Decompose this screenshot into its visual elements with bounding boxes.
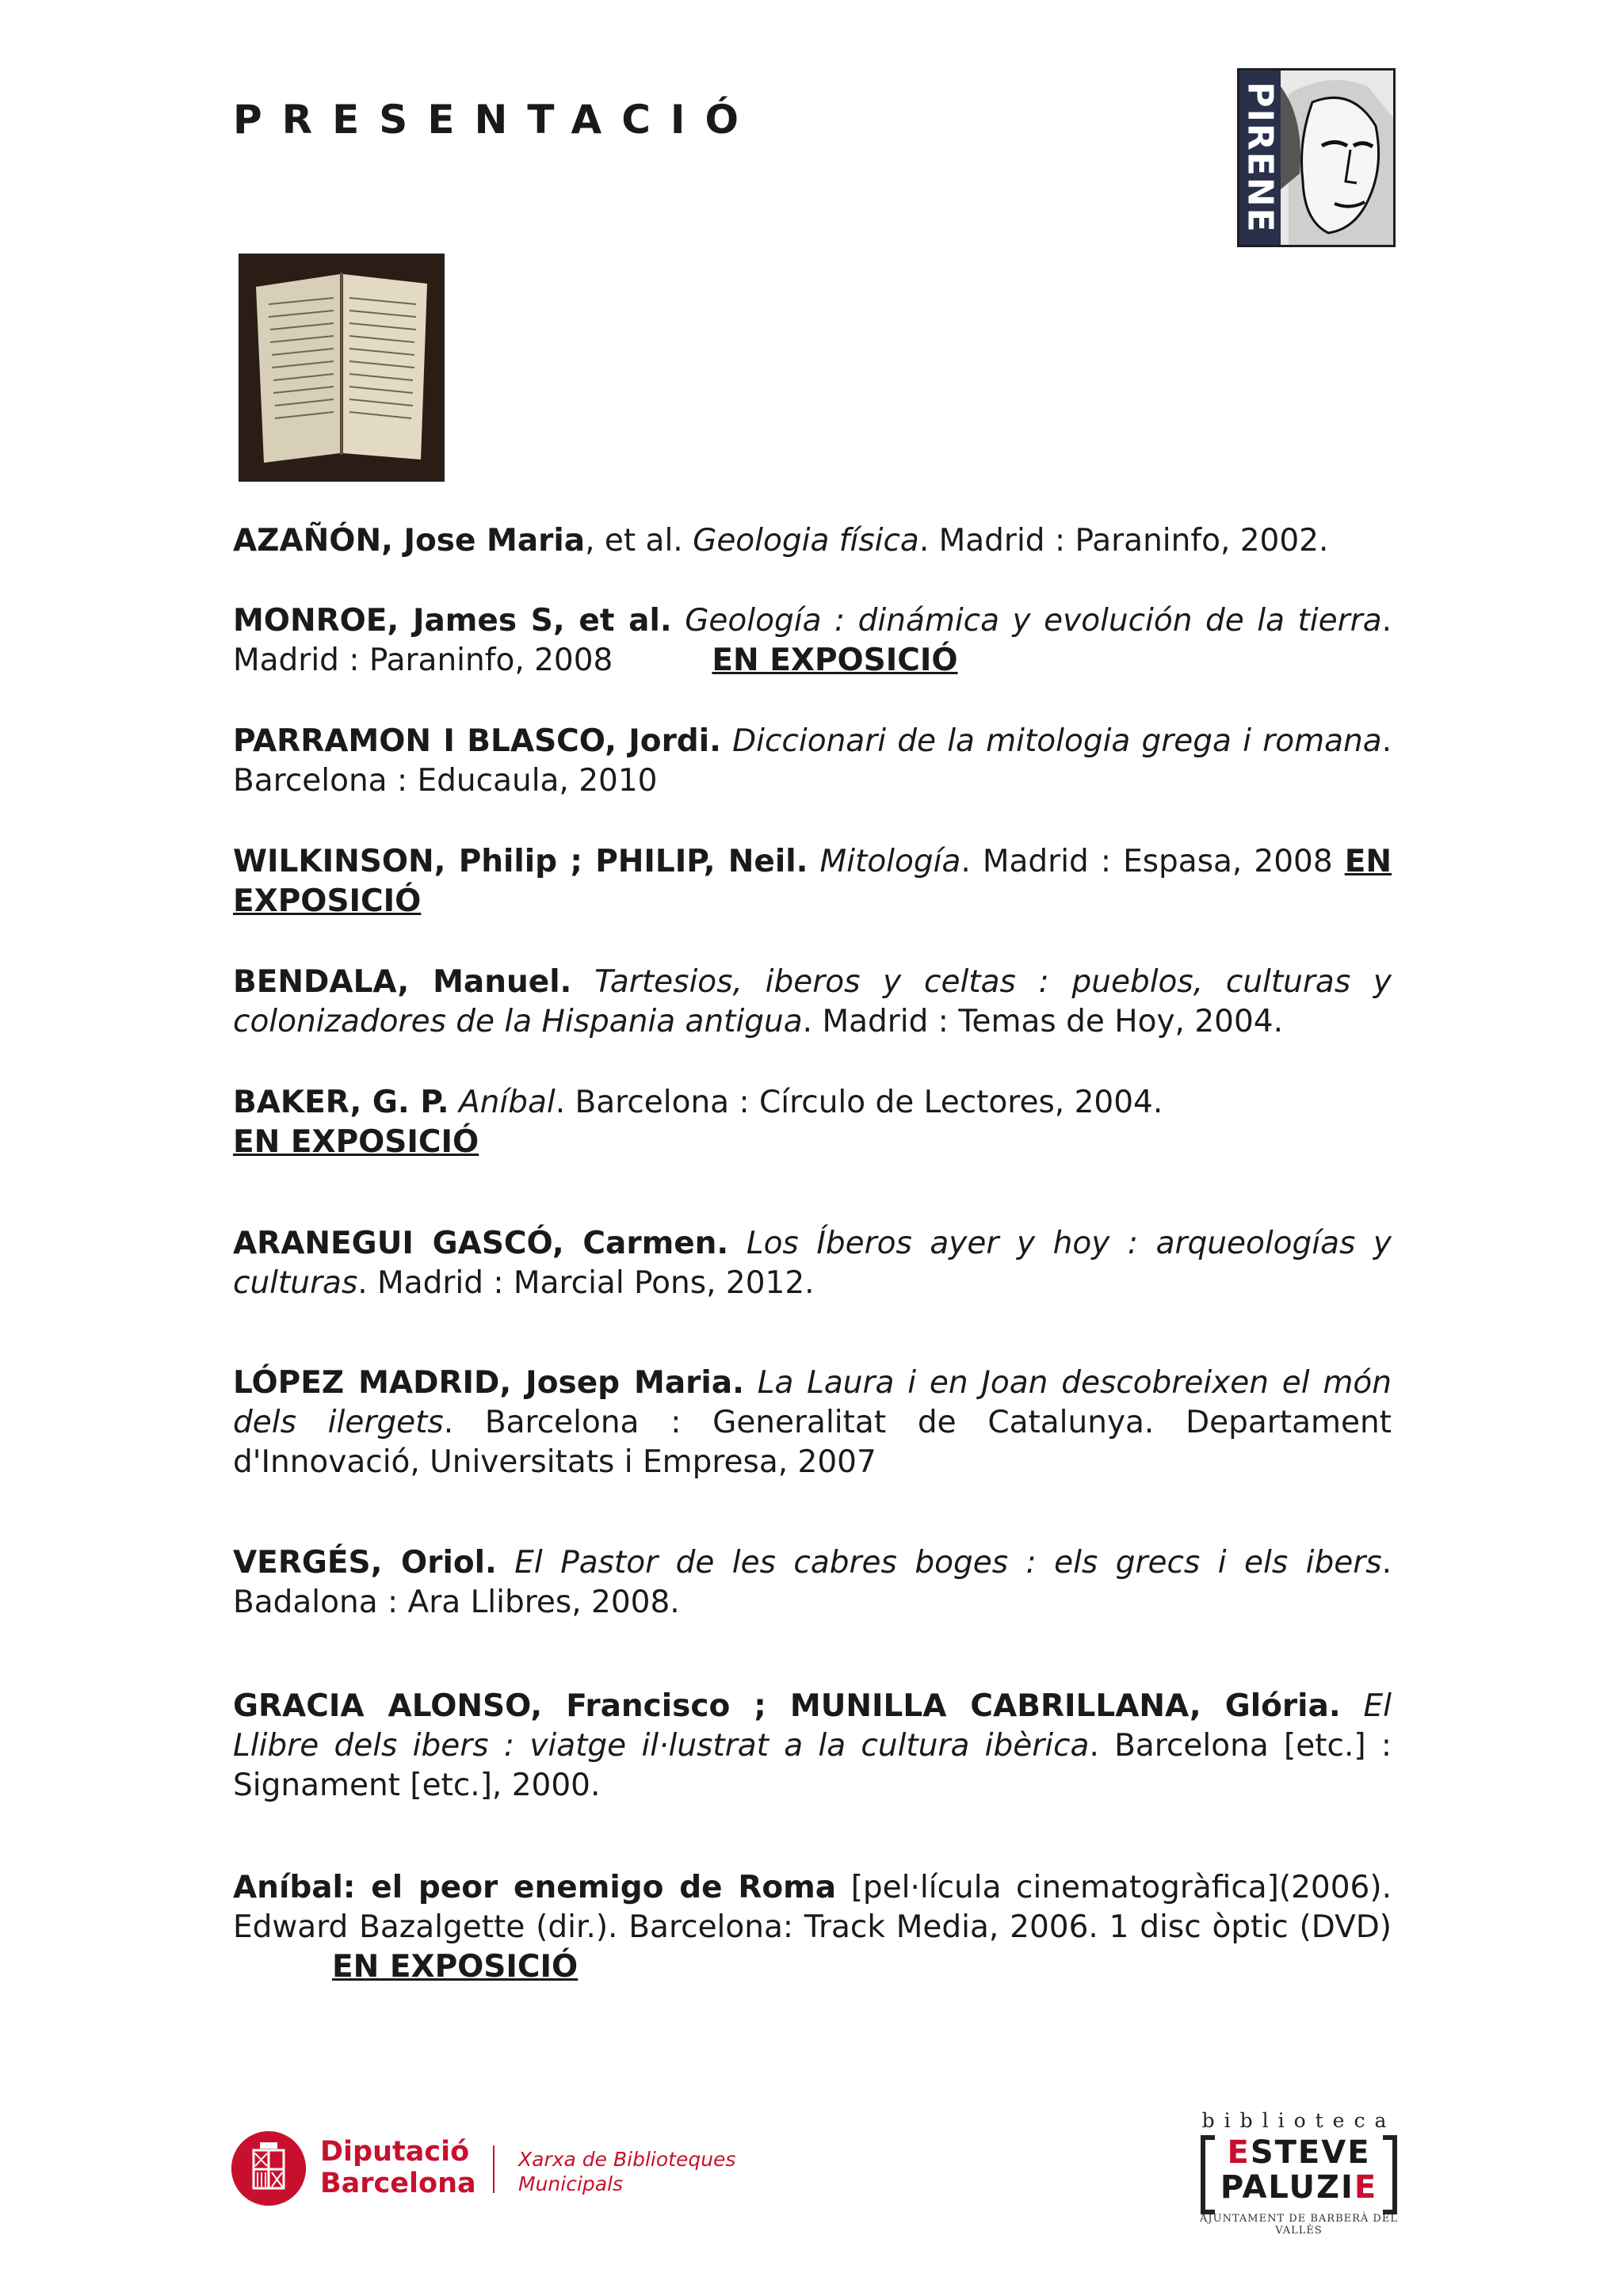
entry-title: Geologia física: [693, 523, 919, 559]
entry-title: Geología : dinámica y evolución de la tierra: [685, 603, 1382, 639]
bibliography-entry: [233, 1363, 1392, 1482]
entry-author: Aníbal: el peor enemigo de Roma: [233, 1870, 837, 1905]
bibliography-entry: [233, 1868, 1392, 1987]
entry-publication: . Barcelona : Círculo de Lectores, 2004.: [555, 1085, 1173, 1120]
entry-publication: . Madrid : Espasa, 2008: [960, 844, 1345, 879]
bibliography-entry: [233, 722, 1392, 801]
entry-author: MONROE, James S, et al.: [233, 603, 672, 639]
entry-title: Los Íberos ayer y hoy : arqueologías y culturas: [233, 1226, 1392, 1301]
entry-author: BAKER, G. P.: [233, 1085, 449, 1120]
entry-title: Aníbal: [458, 1085, 556, 1120]
bibliography-entry: [233, 842, 1392, 921]
en-exposicio-badge: EN EXPOSICIÓ: [233, 844, 1392, 919]
entry-author: PARRAMON I BLASCO, Jordi.: [233, 723, 721, 759]
entry-title: Tartesios, iberos y celtas : pueblos, culturas y colonizadores de la Hispania antigua: [233, 964, 1392, 1039]
entry-title: El Pastor de les cabres boges : els grecs i els ibers: [514, 1545, 1382, 1581]
xarxa-biblioteques-label: Xarxa de Biblioteques Municipals: [518, 2148, 736, 2195]
bibliography-entry: [233, 1224, 1392, 1303]
entry-author: AZAÑÓN, Jose Maria: [233, 523, 586, 559]
entry-author: WILKINSON, Philip ; PHILIP, Neil.: [233, 844, 808, 879]
entry-publication: . Madrid : Paraninfo, 2002.: [918, 523, 1329, 559]
library-name-line2: PALUZIE: [1220, 2169, 1378, 2206]
entry-title: Mitología: [819, 844, 961, 879]
en-exposicio-badge: EN EXPOSICIÓ: [712, 643, 958, 678]
book-photo: [239, 254, 445, 482]
footer-divider: [493, 2145, 495, 2193]
bibliography-entry: AZAÑÓN, Jose Maria, et al. Geologia física. Madrid : Paraninfo, 2002.: [233, 523, 1329, 559]
entry-author: BENDALA, Manuel.: [233, 964, 572, 1000]
ajuntament-label: AJUNTAMENT DE BARBERÀ DEL VALLÈS: [1200, 2213, 1398, 2237]
entry-publication: . Barcelona [etc.] : Signament [etc.], 2000.: [233, 1728, 1392, 1803]
en-exposicio-badge: EN EXPOSICIÓ: [332, 1949, 579, 1985]
entry-author: VERGÉS, Oriol.: [233, 1545, 497, 1581]
entry-title: Diccionari de la mitologia grega i romana: [732, 723, 1382, 759]
entry-publication: . Badalona : Ara Llibres, 2008.: [233, 1545, 1392, 1620]
library-name-line1: ESTEVE: [1227, 2134, 1371, 2171]
entry-title: El Llibre dels ibers : viatge il·lustrat a la cultura ibèrica: [233, 1688, 1392, 1764]
entry-author: ARANEGUI GASCÓ, Carmen.: [233, 1226, 729, 1261]
entry-title: La Laura i en Joan descobreixen el món dels ilergets: [233, 1365, 1392, 1440]
pirene-logo: [1237, 68, 1396, 247]
bibliography-entry: [233, 963, 1392, 1042]
entry-publication: [pel·lícula cinematogràfica](2006). Edward Bazalgette (dir.). Barcelona: Track Media, 2006. 1 disc òptic (DVD): [233, 1870, 1392, 1945]
page-title: PRESENTACIÓ: [233, 97, 759, 143]
bibliography-entry: [233, 1083, 1239, 1162]
pirene-logo-text: PIRENE: [1239, 82, 1281, 234]
biblioteca-label: biblioteca: [1201, 2109, 1396, 2132]
biblioteca-esteve-paluzie-logo: [1195, 2109, 1403, 2237]
bibliography-entry: [233, 1687, 1392, 1806]
diputacio-emblem-icon: [231, 2131, 306, 2206]
entry-author: GRACIA ALONSO, Francisco ; MUNILLA CABRILLANA, Glória.: [233, 1688, 1341, 1724]
en-exposicio-badge: EN EXPOSICIÓ: [233, 1124, 479, 1160]
entry-publication: . Barcelona : Educaula, 2010: [233, 723, 1392, 799]
bibliography-entry: [233, 601, 1392, 681]
entry-publication: . Madrid : Paraninfo, 2008: [233, 603, 1392, 678]
diputacio-name: Diputació Barcelona: [320, 2136, 476, 2199]
entry-publication: . Madrid : Temas de Hoy, 2004.: [802, 1004, 1283, 1039]
bibliography-entry: [233, 1543, 1392, 1623]
entry-author: LÓPEZ MADRID, Josep Maria.: [233, 1365, 744, 1401]
entry-publication: . Barcelona : Generalitat de Catalunya. Departament d'Innovació, Universitats i Empresa, 2007: [233, 1405, 1392, 1480]
entry-publication: . Madrid : Marcial Pons, 2012.: [357, 1265, 815, 1301]
